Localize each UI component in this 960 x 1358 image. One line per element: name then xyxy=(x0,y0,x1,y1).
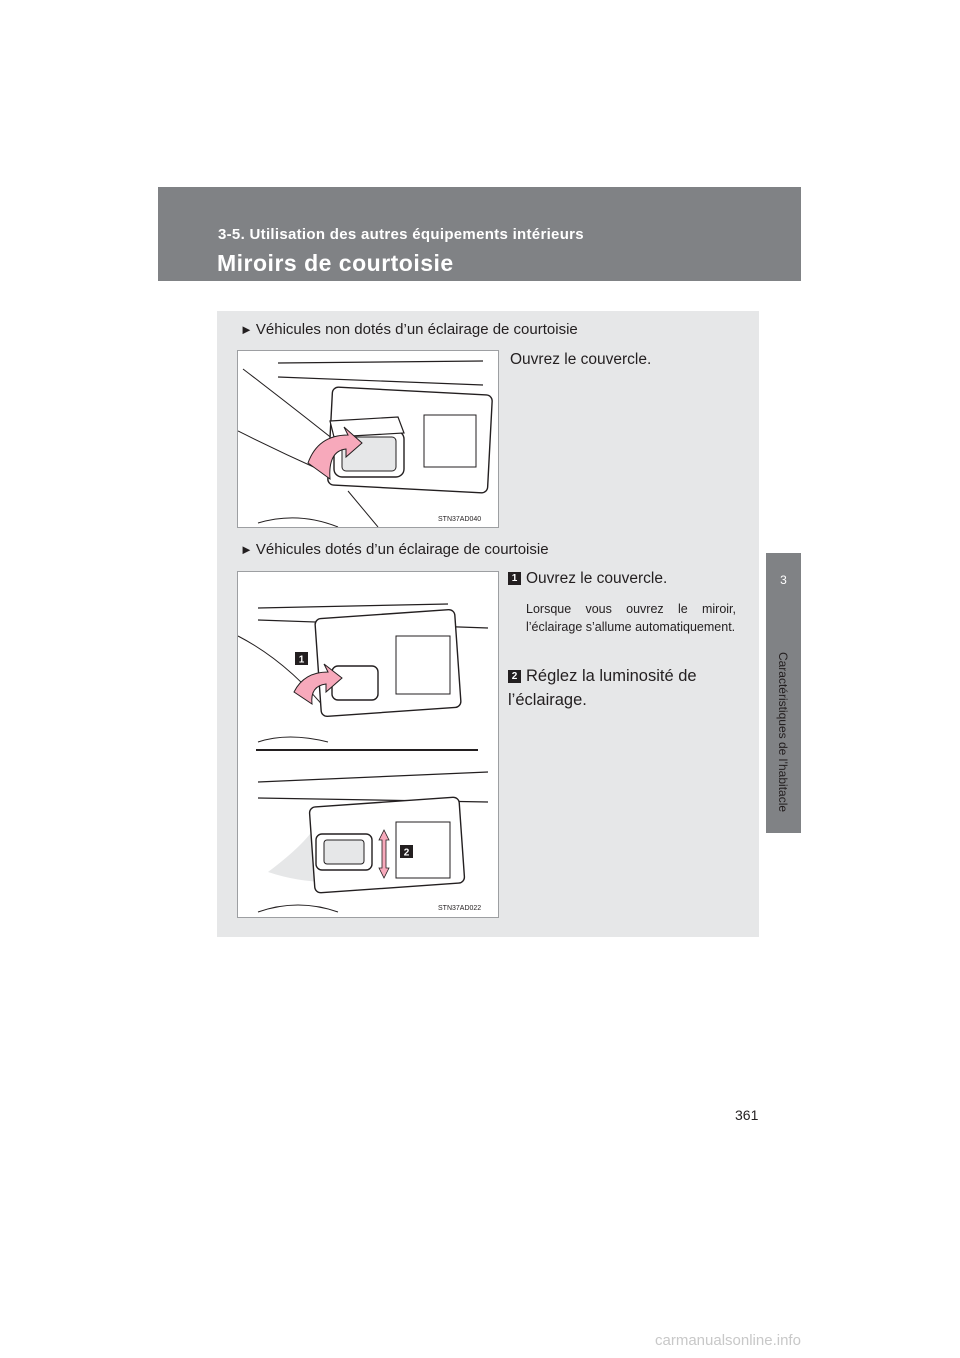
figure-with-light xyxy=(237,571,499,918)
instruction-open-cover: Ouvrez le couvercle. xyxy=(510,351,652,368)
step-2 xyxy=(508,664,738,712)
step-number-badge: 2 xyxy=(508,670,521,683)
triangle-bullet-icon: ► xyxy=(240,542,253,557)
triangle-bullet-icon: ► xyxy=(240,322,253,337)
figure-code: STN37AD022 xyxy=(438,905,482,912)
page-number: 361 xyxy=(735,1107,759,1123)
step-1 xyxy=(508,570,667,588)
step-number-badge: 1 xyxy=(508,572,521,585)
page-title: Miroirs de courtoisie xyxy=(217,250,454,276)
chapter-tab-label: Caractéristiques de l’habitacle xyxy=(776,651,790,813)
chapter-number: 3 xyxy=(780,573,787,587)
variant-heading-with-light xyxy=(240,541,549,558)
variant-heading-text: Véhicules dotés d’un éclairage de courtoisie xyxy=(255,541,549,558)
figure-callout-1: 1 xyxy=(298,654,305,666)
step-text: Réglez la luminosité de l’éclairage. xyxy=(508,667,697,709)
variant-heading-text: Véhicules non dotés d’un éclairage de courtoisie xyxy=(255,321,578,338)
watermark: carmanualsonline.info xyxy=(655,1332,801,1349)
step-text: Ouvrez le couvercle. xyxy=(526,570,668,587)
sun-visor-illustration xyxy=(238,351,498,527)
lit-sun-visor-illustration xyxy=(238,572,498,917)
section-label: 3-5. Utilisation des autres équipements intérieurs xyxy=(218,226,584,243)
figure-callout-2: 2 xyxy=(403,847,410,859)
figure-code: STN37AD040 xyxy=(438,516,482,523)
auto-light-note: Lorsque vous ouvrez le miroir, l’éclairage s’allume automatiquement. xyxy=(526,602,736,634)
figure-no-light xyxy=(237,350,499,528)
variant-heading-no-light xyxy=(240,321,578,338)
